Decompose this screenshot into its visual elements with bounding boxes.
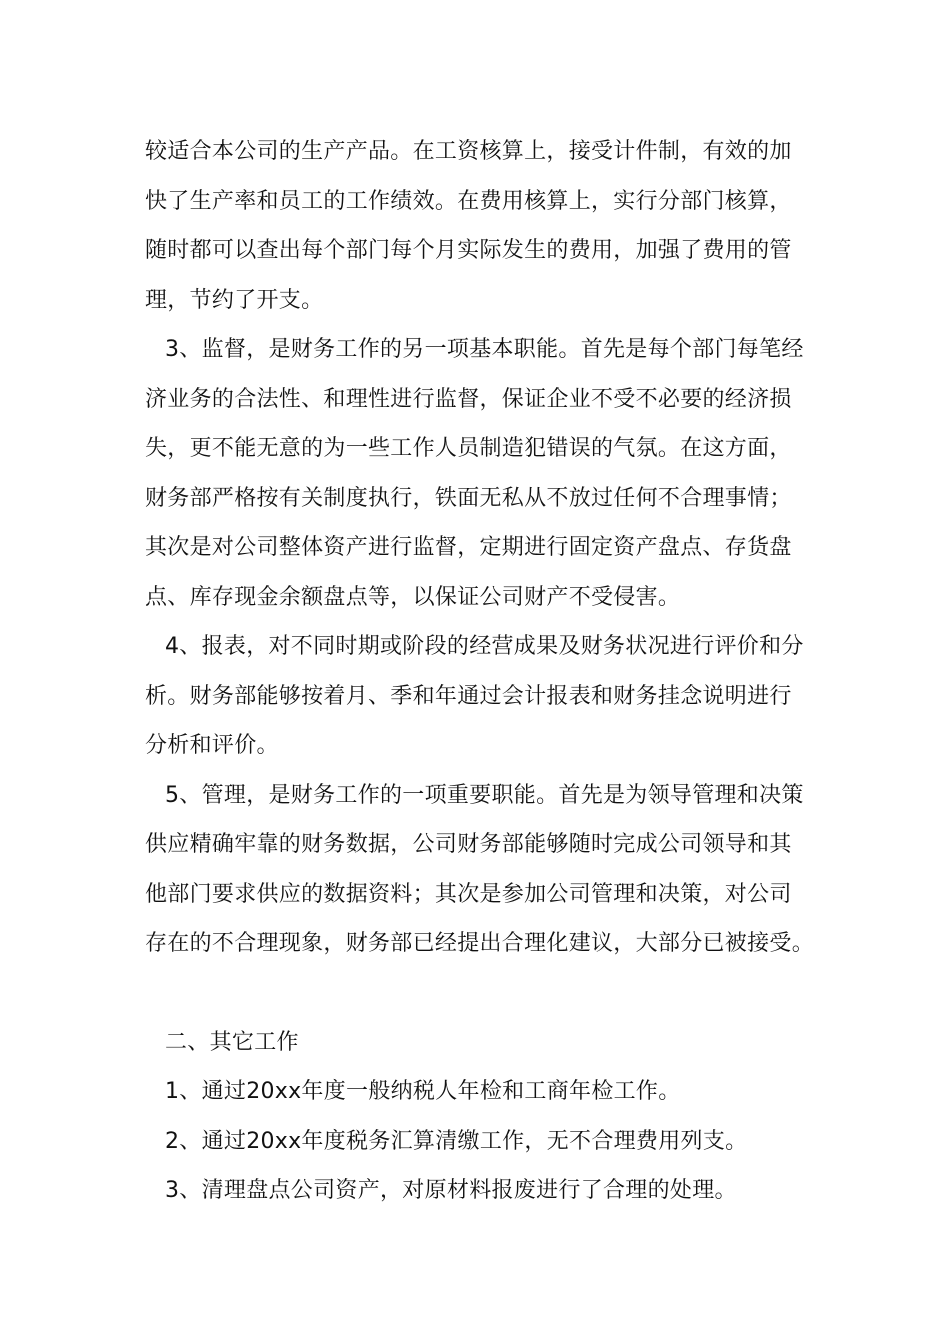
text-line: 他部门要求供应的数据资料；其次是参加公司管理和决策，对公司 [145, 881, 792, 907]
document-body [145, 127, 825, 1216]
text-line: 较适合本公司的生产产品。在工资核算上，接受计件制，有效的加 [145, 139, 792, 164]
paragraph-3-start: 3、监督，是财务工作的另一项基本职能。首先是每个部门每笔经 [165, 337, 804, 362]
text-line: 供应精确牢靠的财务数据，公司财务部能够随时完成公司领导和其 [145, 832, 792, 857]
text-line: 其次是对公司整体资产进行监督，定期进行固定资产盘点、存货盘 [145, 535, 792, 560]
text-line: 快了生产率和员工的工作绩效。在费用核算上，实行分部门核算， [145, 188, 792, 214]
section-spacer [145, 969, 825, 1018]
text-line: 财务部严格按有关制度执行，铁面无私从不放过任何不合理事情； [145, 485, 792, 511]
text-line: 理，节约了开支。 [145, 287, 324, 313]
text-line: 济业务的合法性、和理性进行监督，保证企业不受不必要的经济损 [145, 386, 792, 412]
list-item: 2、通过20xx年度税务汇算清缴工作，无不合理费用列支。 [165, 1128, 748, 1154]
text-line: 失，更不能无意的为一些工作人员制造犯错误的气氛。在这方面， [145, 436, 792, 461]
section-heading: 二、其它工作 [165, 1029, 299, 1055]
text-line: 点、库存现金余额盘点等，以保证公司财产不受侵害。 [145, 584, 681, 610]
text-line: 析。财务部能够按着月、季和年通过会计报表和财务挂念说明进行 [145, 683, 792, 709]
paragraph-4-start: 4、报表，对不同时期或阶段的经营成果及财务状况进行评价和分 [165, 634, 804, 659]
list-item: 3、清理盘点公司资产，对原材料报废进行了合理的处理。 [165, 1178, 737, 1203]
paragraph-5-start: 5、管理，是财务工作的一项重要职能。首先是为领导管理和决策 [165, 782, 804, 808]
list-item: 1、通过20xx年度一般纳税人年检和工商年检工作。 [165, 1079, 681, 1104]
text-line: 随时都可以查出每个部门每个月实际发生的费用，加强了费用的管 [145, 238, 792, 263]
text-line: 存在的不合理现象，财务部已经提出合理化建议，大部分已被接受。 [145, 931, 815, 956]
text-line: 分析和评价。 [145, 733, 279, 758]
